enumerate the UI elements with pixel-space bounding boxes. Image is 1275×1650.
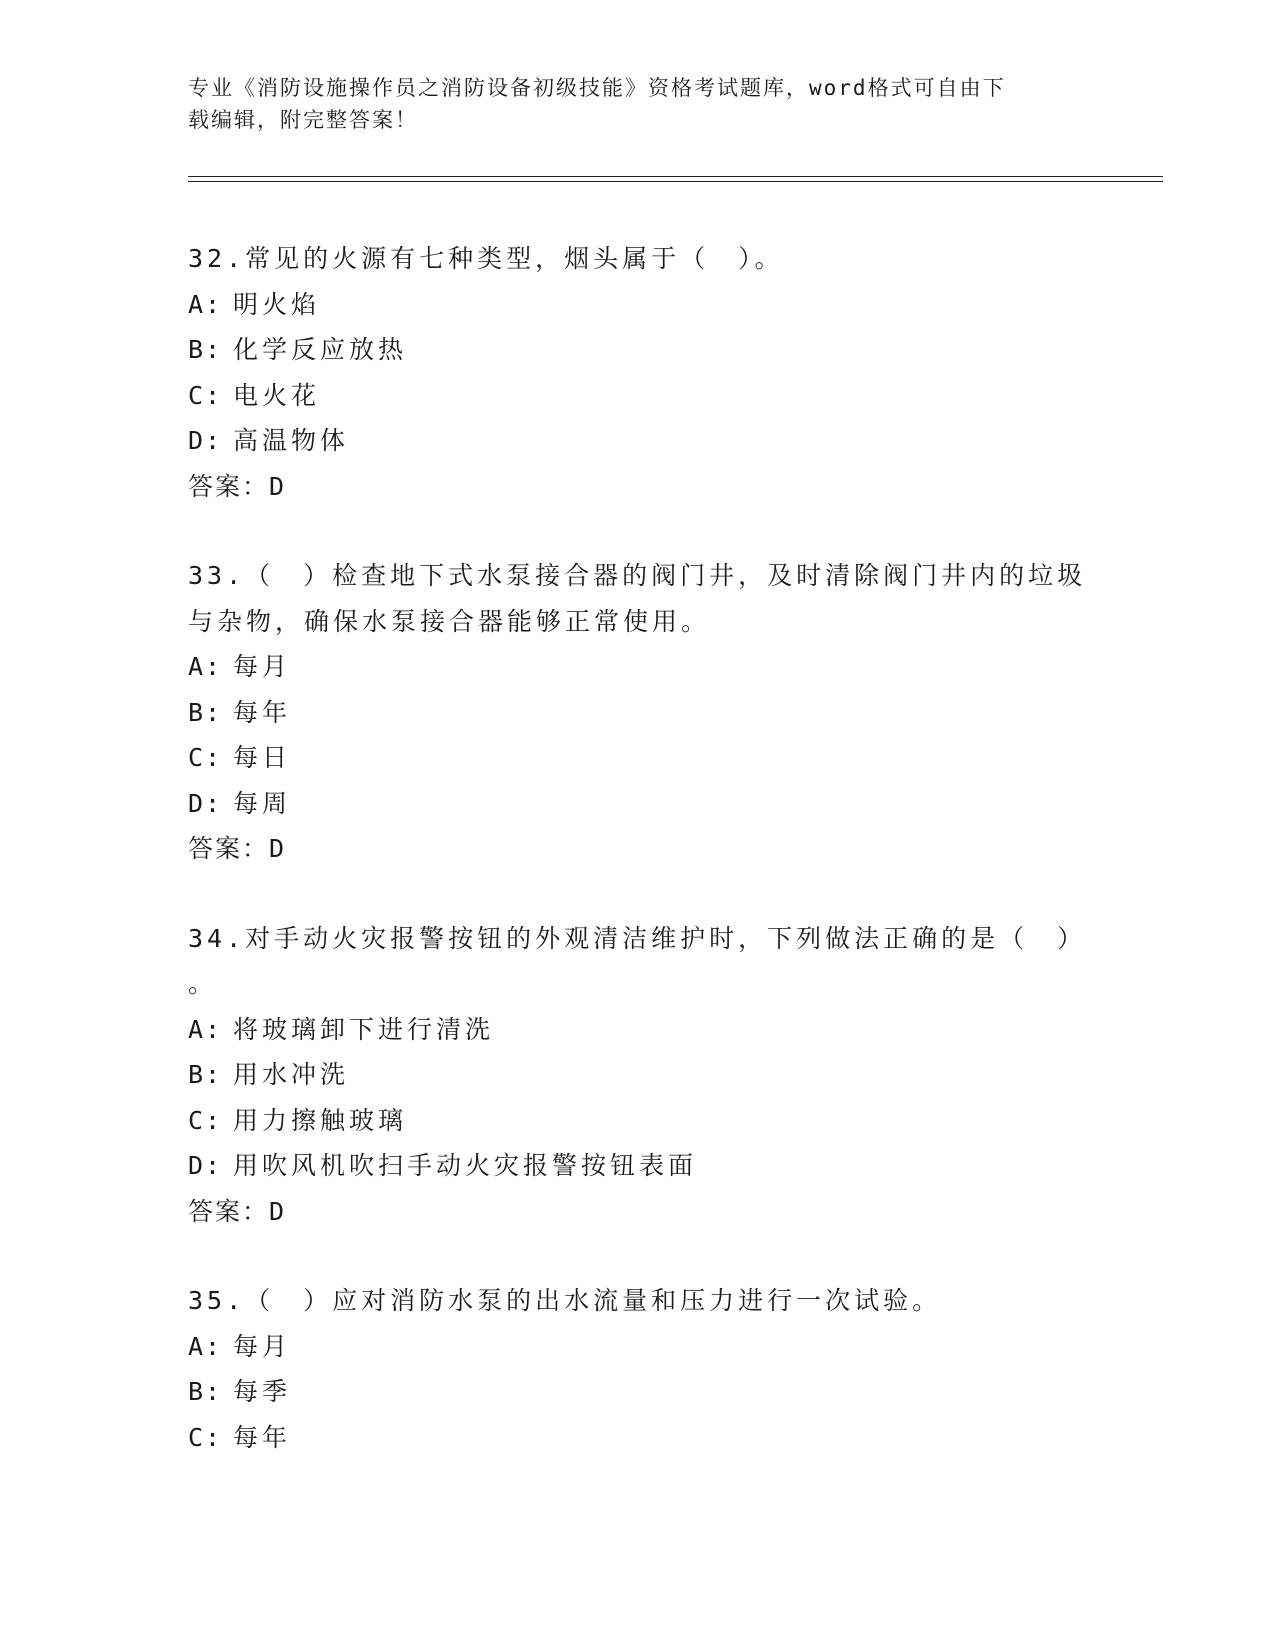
option-letter: C: — [188, 380, 223, 410]
option-text: 将玻璃卸下进行清洗 — [233, 1014, 495, 1044]
option-text: 高温物体 — [233, 426, 350, 455]
option-b — [188, 327, 1088, 373]
header-divider-top — [188, 176, 1163, 177]
option-letter: C: — [188, 1422, 223, 1452]
answer-line — [188, 1189, 1088, 1235]
answer-label: 答案： — [188, 834, 270, 863]
option-letter: A: — [188, 1331, 223, 1361]
answer-label: 答案： — [188, 471, 270, 501]
option-text: 每年 — [233, 1422, 292, 1452]
option-b — [188, 690, 1088, 736]
option-letter: C: — [188, 743, 223, 772]
option-letter: B: — [188, 335, 223, 364]
option-b — [188, 1052, 1088, 1098]
answer-value: D — [269, 471, 287, 501]
option-text: 化学反应放热 — [233, 335, 408, 364]
question-34 — [188, 916, 1088, 1235]
option-c — [188, 373, 1088, 419]
option-letter: B: — [188, 697, 223, 727]
header-divider-bottom — [188, 181, 1163, 182]
question-stem-line-2: 与杂物，确保水泵接合器能够正常使用。 — [188, 606, 711, 636]
option-d — [188, 781, 1088, 827]
answer-line — [188, 464, 1088, 510]
option-letter: A: — [188, 289, 223, 319]
question-33 — [188, 553, 1088, 872]
option-d — [188, 1143, 1088, 1189]
question-35 — [188, 1278, 1088, 1460]
option-text: 每季 — [233, 1377, 292, 1406]
option-text: 用水冲洗 — [233, 1060, 350, 1089]
option-c — [188, 735, 1088, 781]
option-letter: B: — [188, 1060, 223, 1089]
question-stem: 32.常见的火源有七种类型，烟头属于（ ）。 — [188, 244, 784, 273]
option-letter: D: — [188, 788, 223, 818]
question-stem-line-2: 。 — [188, 969, 218, 998]
option-d — [188, 418, 1088, 464]
document-header — [188, 72, 1088, 136]
option-a — [188, 1007, 1088, 1053]
option-a — [188, 1324, 1088, 1370]
option-text: 用吹风机吹扫手动火灾报警按钮表面 — [233, 1151, 698, 1180]
answer-value: D — [269, 834, 287, 863]
option-text: 明火焰 — [233, 289, 321, 319]
question-stem: 35.（ ）应对消防水泵的出水流量和压力进行一次试验。 — [188, 1286, 942, 1315]
option-text: 每日 — [233, 743, 292, 772]
option-letter: C: — [188, 1105, 223, 1135]
option-a — [188, 644, 1088, 690]
option-text: 每月 — [233, 652, 292, 681]
option-letter: A: — [188, 1014, 223, 1044]
option-text: 每年 — [233, 697, 292, 727]
answer-label: 答案： — [188, 1196, 270, 1226]
option-text: 电火花 — [233, 380, 321, 410]
answer-value: D — [269, 1196, 287, 1226]
option-letter: D: — [188, 426, 223, 455]
option-c — [188, 1415, 1088, 1461]
option-text: 每周 — [233, 788, 292, 818]
question-stem-line-1: 33.（ ）检查地下式水泵接合器的阀门井，及时清除阀门井内的垃圾 — [188, 561, 1087, 590]
option-text: 每月 — [233, 1331, 292, 1361]
header-line-2: 载编辑，附完整答案！ — [188, 108, 418, 132]
option-letter: B: — [188, 1377, 223, 1406]
option-letter: D: — [188, 1151, 223, 1180]
option-c — [188, 1098, 1088, 1144]
question-32 — [188, 236, 1088, 509]
question-stem-line-1: 34.对手动火灾报警按钮的外观清洁维护时，下列做法正确的是（ ） — [188, 923, 1087, 953]
option-letter: A: — [188, 652, 223, 681]
answer-line — [188, 826, 1088, 872]
option-b — [188, 1369, 1088, 1415]
question-list — [188, 236, 1088, 1504]
option-a — [188, 282, 1088, 328]
option-text: 用力擦触玻璃 — [233, 1105, 408, 1135]
header-line-1: 专业《消防设施操作员之消防设备初级技能》资格考试题库，word格式可自由下 — [188, 76, 1006, 100]
